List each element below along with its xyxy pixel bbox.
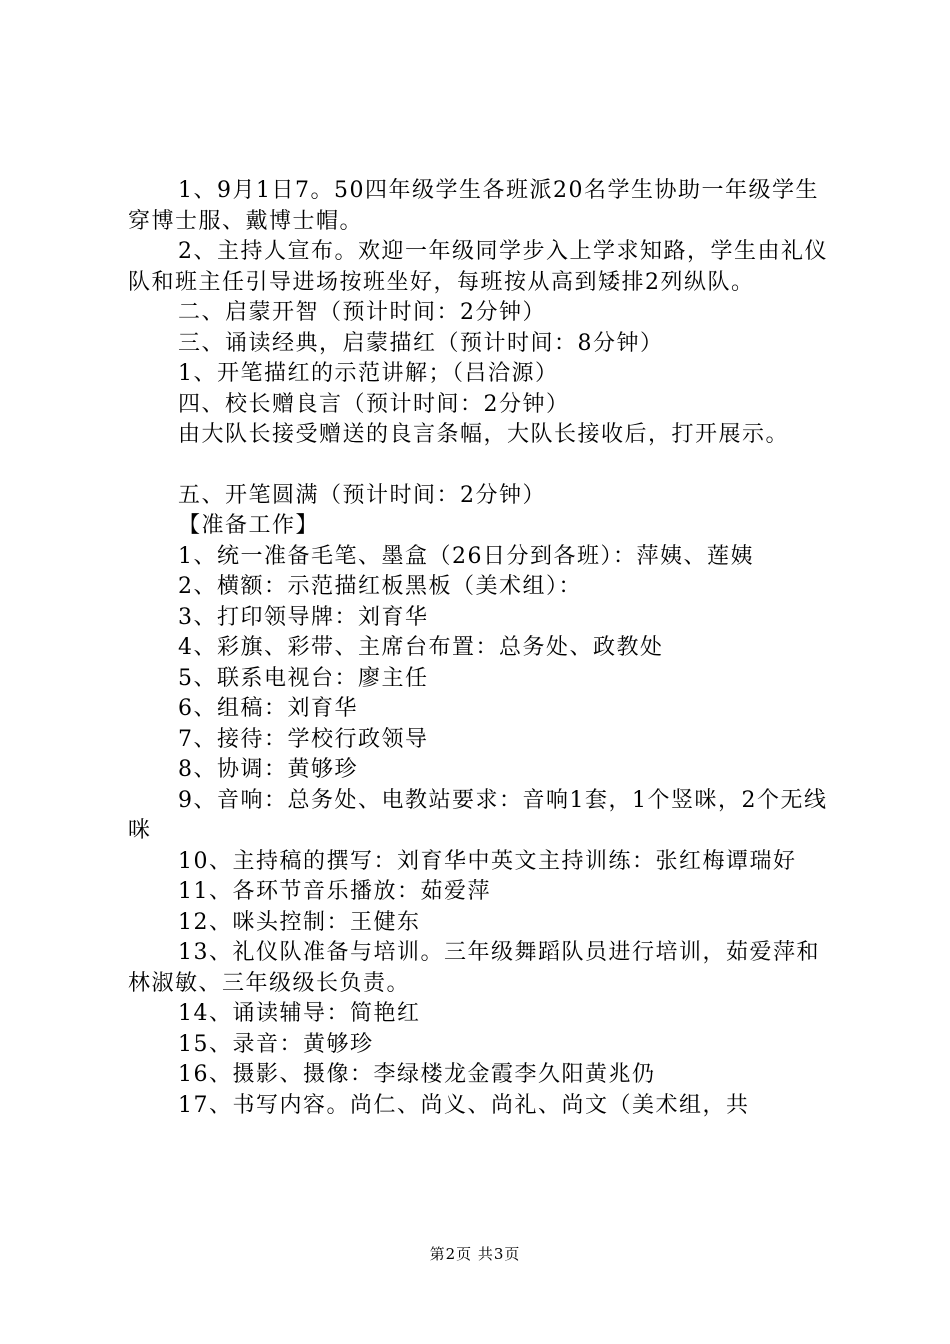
section-heading: 二、启蒙开智（预计时间：2分钟） <box>178 300 546 325</box>
list-item: 5、联系电视台：廖主任 <box>178 665 429 691</box>
list-item: 4、彩旗、彩带、主席台布置：总务处、政教处 <box>178 635 664 660</box>
list-item: 8、协调：黄够珍 <box>178 757 358 782</box>
list-item: 9、音响：总务处、电教站要求：音响1套，1个竖咪，2个无线咪 <box>128 787 828 843</box>
paragraph: 1、9月1日7。50四年级学生各班派20名学生协助一年级学生穿博士服、戴博士帽。 <box>128 178 819 234</box>
list-item: 13、礼仪队准备与培训。三年级舞蹈队员进行培训，茹爱萍和林淑敏、三年级级长负责。 <box>128 940 820 996</box>
list-item: 2、横额：示范描红板黑板（美术组）： <box>178 574 582 599</box>
list-item: 16、摄影、摄像：李绿楼龙金霞李久阳黄兆仍 <box>178 1062 656 1087</box>
list-item: 11、各环节音乐播放：茹爱萍 <box>178 879 491 904</box>
list-item: 7、接待：学校行政领导 <box>178 726 429 752</box>
list-item: 6、组稿：刘育华 <box>178 696 358 721</box>
list-item: 12、咪头控制：王健东 <box>178 909 421 935</box>
paragraph: 2、主持人宣布。欢迎一年级同学步入上学求知路，学生由礼仪队和班主任引导进场按班坐好，每班按从高到矮排2列纵队。 <box>128 239 828 295</box>
section-heading: 【准备工作】 <box>178 513 320 538</box>
list-item: 10、主持稿的撰写：刘育华中英文主持训练：张红梅谭瑞好 <box>178 848 797 874</box>
list-item: 14、诵读辅导：简艳红 <box>178 1001 421 1026</box>
list-item: 15、录音：黄够珍 <box>178 1031 374 1057</box>
list-item: 3、打印领导牌：刘育华 <box>178 604 429 630</box>
section-heading: 五、开笔圆满（预计时间：2分钟） <box>178 482 546 508</box>
list-item: 17、书写内容。尚仁、尚义、尚礼、尚文（美术组，共 <box>178 1092 750 1118</box>
section-heading: 三、诵读经典，启蒙描红（预计时间：8分钟） <box>178 330 664 356</box>
list-item: 1、统一准备毛笔、墨盒（26日分到各班）：萍姨、莲姨 <box>178 543 754 569</box>
document-body <box>128 176 833 1121</box>
paragraph: 由大队长接受赠送的良言条幅，大队长接收后，打开展示。 <box>178 422 790 447</box>
paragraph: 1、开笔描红的示范讲解；（吕洽源） <box>178 361 559 386</box>
page-footer: 第2页 共3页 <box>429 1245 521 1263</box>
section-heading: 四、校长赠良言（预计时间：2分钟） <box>178 391 570 417</box>
